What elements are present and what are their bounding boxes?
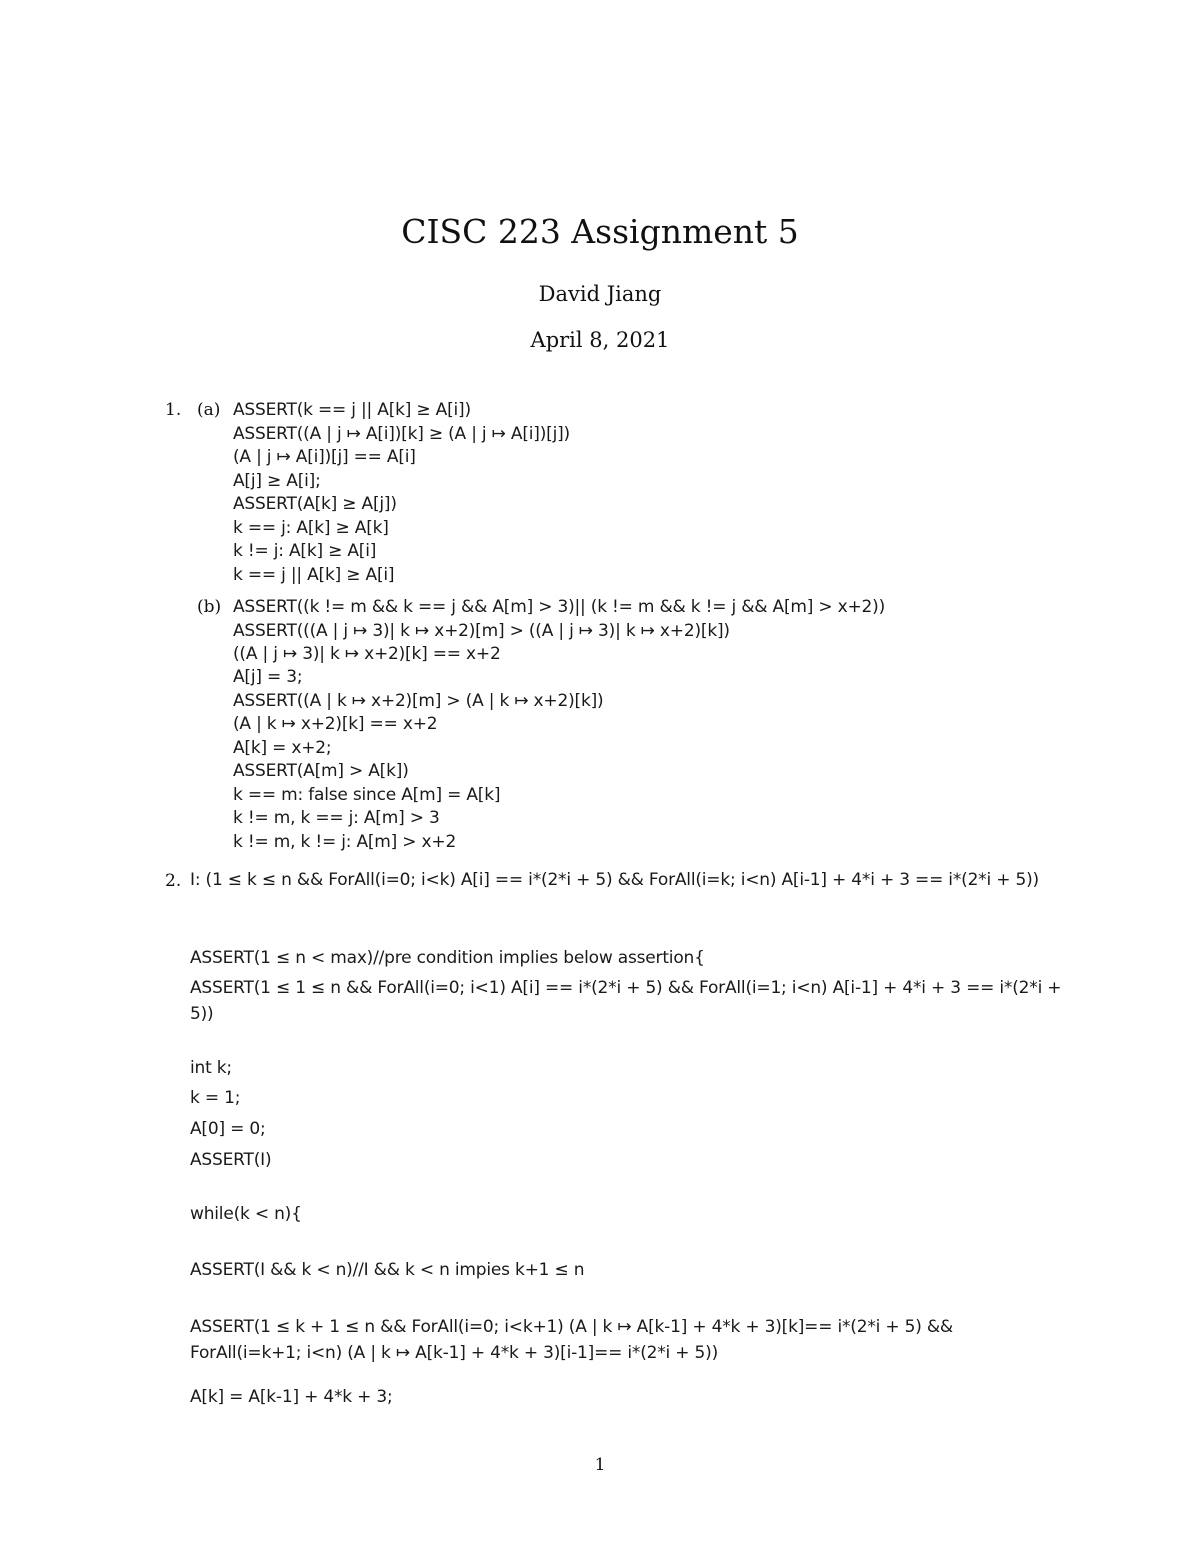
document-date: April 8, 2021 — [530, 328, 670, 352]
q1a-line: ASSERT((A | j ↦ A[i])[k] ≥ (A | j ↦ A[i])[j]) — [233, 424, 570, 444]
q2-while-head: while(k < n){ — [190, 1204, 302, 1224]
q2-pre-assert: ASSERT(1 ≤ n < max)//pre condition implies below assertion{ — [190, 948, 705, 968]
q2-invariant: I: (1 ≤ k ≤ n && ForAll(i=0; i<k) A[i] == i*(2*i + 5) && ForAll(i=k; i<n) A[i-1] + 4*i + 3 == i*(2*i + 5)) — [190, 870, 1039, 890]
document-author: David Jiang — [538, 282, 662, 306]
q2-body-assert: ASSERT(1 ≤ k + 1 ≤ n && ForAll(i=0; i<k+1) (A | k ↦ A[k-1] + 4*k + 3)[k]== i*(2*i + 5) && ForAll(i=k+1; i<n) (A | k ↦ A[k-1] + 4*k + 3)[i-1]== i*(2*i + 5)) — [190, 1317, 953, 1363]
q2-loop-assert: ASSERT(I && k < n)//I && k < n impies k+1 ≤ n — [190, 1260, 585, 1280]
page-number: 1 — [594, 1455, 606, 1475]
q1b-line: (A | k ↦ x+2)[k] == x+2 — [233, 714, 438, 734]
q1b-line: A[j] = 3; — [233, 667, 303, 687]
q1a-line: k == j: A[k] ≥ A[k] — [233, 518, 389, 538]
q1a-line: (A | j ↦ A[i])[j] == A[i] — [233, 447, 416, 467]
q2-init-assert: ASSERT(1 ≤ 1 ≤ n && ForAll(i=0; i<1) A[i] == i*(2*i + 5) && ForAll(i=1; i<n) A[i-1] + 4*i + 3 == i*(2*i + 5)) — [190, 978, 1062, 1024]
q1a-line: k == j || A[k] ≥ A[i] — [233, 565, 395, 585]
q1-part-b-label: (b) — [197, 597, 222, 617]
q1b-line: ASSERT(((A | j ↦ 3)| k ↦ x+2)[m] > ((A | j ↦ 3)| k ↦ x+2)[k]) — [233, 621, 730, 641]
q2-update: A[k] = A[k-1] + 4*k + 3; — [190, 1387, 393, 1407]
q1b-line: k != m, k != j: A[m] > x+2 — [233, 832, 457, 852]
q1b-line: k != m, k == j: A[m] > 3 — [233, 808, 440, 828]
q1a-line: ASSERT(A[k] ≥ A[j]) — [233, 494, 397, 514]
question-2-number: 2. — [165, 871, 182, 891]
q1b-line: ASSERT(A[m] > A[k]) — [233, 761, 409, 781]
q1b-line: k == m: false since A[m] = A[k] — [233, 785, 501, 805]
q1b-line: ASSERT((k != m && k == j && A[m] > 3)|| (k != m && k != j && A[m] > x+2)) — [233, 597, 886, 617]
q1b-line: A[k] = x+2; — [233, 738, 332, 758]
q1a-line: ASSERT(k == j || A[k] ≥ A[i]) — [233, 400, 471, 420]
q1a-line: A[j] ≥ A[i]; — [233, 471, 321, 491]
question-1-number: 1. — [165, 400, 182, 420]
document-title: CISC 223 Assignment 5 — [401, 212, 799, 251]
q1b-line: ASSERT((A | k ↦ x+2)[m] > (A | k ↦ x+2)[k]) — [233, 691, 604, 711]
q1b-line: ((A | j ↦ 3)| k ↦ x+2)[k] == x+2 — [233, 644, 501, 664]
q2-assert-i: ASSERT(I) — [190, 1150, 272, 1170]
q1-part-a-label: (a) — [197, 400, 221, 420]
q2-init-a: A[0] = 0; — [190, 1119, 266, 1139]
q2-decl: int k; — [190, 1058, 232, 1078]
q2-init-k: k = 1; — [190, 1088, 241, 1108]
q1a-line: k != j: A[k] ≥ A[i] — [233, 541, 377, 561]
